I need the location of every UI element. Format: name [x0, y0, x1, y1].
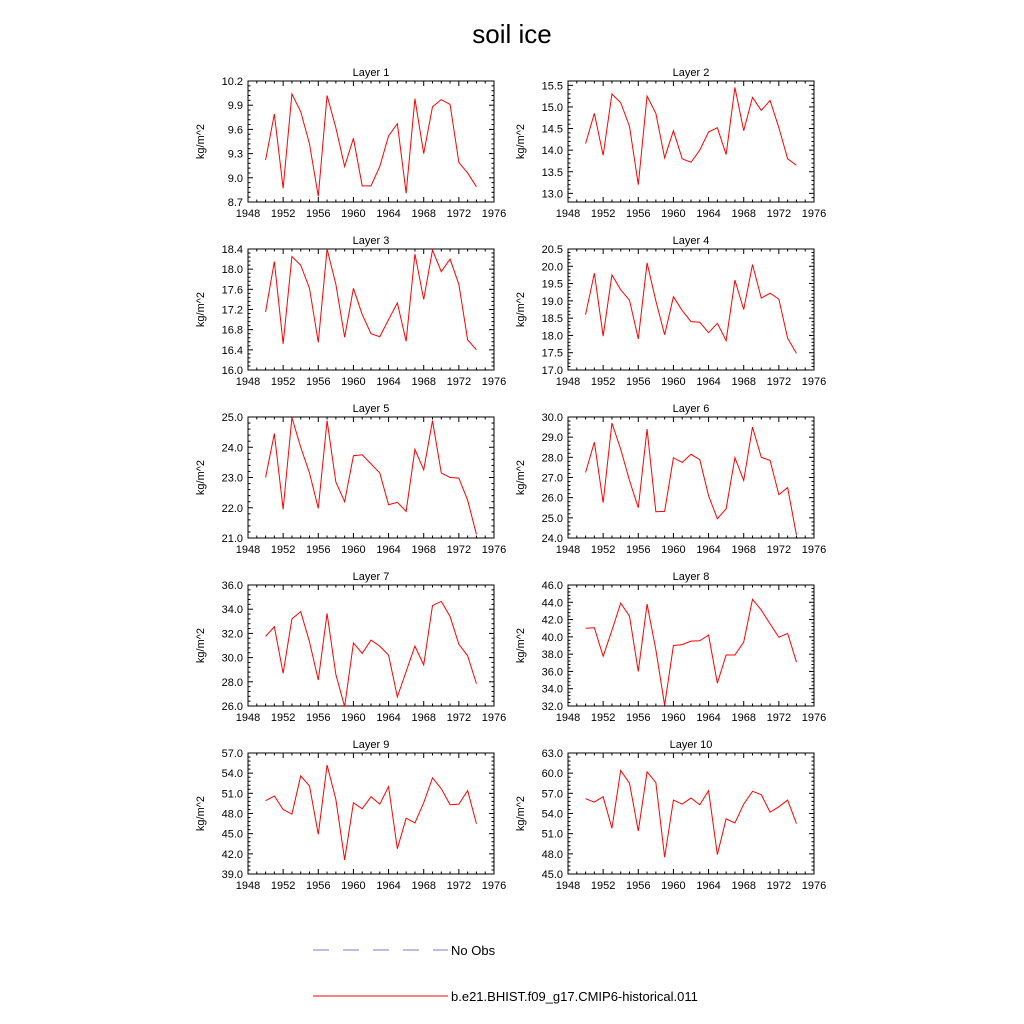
y-tick-label: 18.0: [221, 264, 243, 277]
x-tick-label: 1960: [661, 880, 686, 892]
x-tick-label: 1948: [235, 544, 261, 556]
plot-frame: [248, 753, 494, 874]
x-tick-label: 1952: [590, 544, 616, 556]
x-tick-label: 1952: [270, 880, 296, 892]
x-tick-label: 1948: [555, 544, 581, 556]
x-tick-label: 1972: [766, 544, 792, 556]
y-tick-label: 51.0: [541, 828, 563, 841]
x-tick-label: 1960: [661, 712, 686, 724]
x-tick-label: 1952: [270, 544, 296, 556]
y-tick-label: 17.5: [541, 347, 563, 360]
x-tick-label: 1964: [376, 208, 401, 220]
x-tick-label: 1956: [306, 880, 331, 892]
x-tick-label: 1956: [306, 208, 331, 220]
panel-3: [195, 235, 506, 388]
y-tick-label: 17.0: [541, 365, 563, 377]
x-tick-label: 1968: [731, 208, 756, 220]
x-tick-label: 1960: [341, 544, 366, 556]
y-tick-label: 60.0: [541, 768, 563, 781]
y-tick-label: 48.0: [221, 808, 243, 821]
x-tick-label: 1960: [661, 544, 686, 556]
y-tick-label: 18.0: [541, 330, 563, 343]
y-tick-label: 20.0: [541, 261, 563, 274]
y-tick-label: 42.0: [221, 848, 243, 861]
x-tick-label: 1952: [590, 376, 616, 388]
plot-frame: [248, 249, 494, 370]
y-tick-label: 9.0: [227, 172, 243, 185]
y-tick-label: 28.0: [221, 676, 243, 689]
y-tick-label: 25.0: [541, 512, 563, 525]
y-tick-label: 25.0: [221, 412, 243, 424]
series-line: [266, 601, 477, 706]
plot-frame: [568, 753, 814, 874]
x-tick-label: 1948: [235, 712, 261, 724]
y-tick-label: 17.6: [221, 284, 243, 297]
x-tick-label: 1964: [696, 208, 721, 220]
y-tick-label: 36.0: [541, 666, 563, 679]
y-tick-label: 54.0: [541, 808, 563, 821]
figure-title: soil ice: [472, 19, 552, 49]
x-tick-label: 1968: [411, 880, 436, 892]
y-tick-label: 19.5: [541, 278, 563, 291]
x-tick-label: 1956: [626, 208, 651, 220]
y-tick-label: 39.0: [221, 869, 243, 881]
x-tick-label: 1956: [306, 376, 331, 388]
x-tick-label: 1968: [411, 544, 436, 556]
y-tick-label: 44.0: [541, 597, 563, 610]
x-tick-label: 1964: [696, 712, 721, 724]
x-tick-label: 1976: [481, 376, 507, 388]
y-tick-label: 32.0: [541, 701, 563, 713]
panel-2: [515, 67, 826, 220]
panel-4: [515, 235, 826, 388]
x-tick-label: 1972: [766, 376, 792, 388]
y-tick-label: 18.5: [541, 313, 563, 326]
x-tick-label: 1952: [590, 880, 616, 892]
y-tick-label: 40.0: [541, 631, 563, 644]
x-tick-label: 1952: [270, 208, 296, 220]
panel-title: Layer 2: [672, 67, 710, 79]
x-tick-label: 1960: [341, 880, 366, 892]
plot-frame: [568, 249, 814, 370]
x-tick-label: 1952: [590, 712, 616, 724]
x-tick-label: 1972: [446, 880, 472, 892]
x-tick-label: 1960: [341, 712, 366, 724]
y-tick-label: 34.0: [221, 604, 243, 617]
x-tick-label: 1956: [306, 544, 331, 556]
series-line: [586, 770, 797, 857]
y-tick-label: 30.0: [541, 412, 563, 424]
legend: [313, 943, 698, 1004]
panel-title: Layer 7: [352, 571, 390, 583]
panel-1: [195, 67, 506, 220]
series-line: [586, 599, 797, 705]
panels: [195, 67, 826, 892]
y-axis-label: kg/m^2: [515, 123, 527, 160]
x-tick-label: 1952: [270, 376, 296, 388]
y-axis-label: kg/m^2: [195, 627, 207, 664]
y-axis-label: kg/m^2: [195, 795, 207, 832]
series-line: [586, 263, 797, 354]
y-tick-label: 51.0: [221, 788, 243, 801]
x-tick-label: 1968: [411, 208, 436, 220]
y-tick-label: 28.0: [541, 452, 563, 465]
x-tick-label: 1964: [376, 880, 401, 892]
x-tick-label: 1972: [766, 208, 792, 220]
y-axis-label: kg/m^2: [515, 627, 527, 664]
y-tick-label: 8.7: [227, 197, 243, 209]
panel-title: Layer 4: [672, 235, 710, 247]
series-line: [266, 94, 477, 196]
y-tick-label: 24.0: [221, 442, 243, 455]
x-tick-label: 1964: [696, 376, 721, 388]
y-tick-label: 22.0: [221, 502, 243, 515]
x-tick-label: 1968: [731, 712, 756, 724]
x-tick-label: 1972: [766, 880, 792, 892]
x-tick-label: 1976: [801, 544, 827, 556]
series-line: [266, 765, 477, 860]
y-tick-label: 23.0: [221, 472, 243, 485]
y-tick-label: 13.0: [541, 188, 563, 201]
y-tick-label: 9.6: [227, 124, 243, 137]
x-tick-label: 1976: [481, 544, 507, 556]
x-tick-label: 1956: [626, 544, 651, 556]
x-tick-label: 1964: [376, 376, 401, 388]
x-tick-label: 1972: [446, 376, 472, 388]
y-tick-label: 16.4: [221, 344, 243, 357]
x-tick-label: 1976: [801, 208, 827, 220]
series-line: [266, 418, 477, 535]
y-tick-label: 13.5: [541, 166, 563, 179]
y-tick-label: 15.5: [541, 80, 563, 93]
x-tick-label: 1968: [731, 880, 756, 892]
y-tick-label: 34.0: [541, 683, 563, 696]
y-tick-label: 24.0: [541, 533, 563, 545]
panel-title: Layer 9: [352, 739, 390, 751]
x-tick-label: 1976: [801, 712, 827, 724]
y-tick-label: 9.3: [227, 148, 243, 161]
y-axis-label: kg/m^2: [515, 795, 527, 832]
y-tick-label: 9.9: [227, 100, 243, 113]
panel-8: [515, 571, 826, 724]
y-tick-label: 20.5: [541, 244, 563, 256]
x-tick-label: 1948: [235, 880, 261, 892]
y-tick-label: 15.0: [541, 101, 563, 114]
plot-frame: [248, 81, 494, 202]
x-tick-label: 1968: [411, 712, 436, 724]
panel-5: [195, 403, 506, 556]
y-axis-label: kg/m^2: [195, 123, 207, 160]
y-tick-label: 10.2: [221, 76, 243, 88]
panel-9: [195, 739, 506, 892]
y-tick-label: 16.8: [221, 324, 243, 337]
x-tick-label: 1968: [731, 544, 756, 556]
panel-6: [515, 403, 826, 556]
x-tick-label: 1976: [481, 208, 507, 220]
y-tick-label: 29.0: [541, 432, 563, 445]
y-axis-label: kg/m^2: [195, 459, 207, 496]
panel-title: Layer 5: [352, 403, 390, 415]
y-axis-label: kg/m^2: [515, 459, 527, 496]
x-tick-label: 1960: [661, 208, 686, 220]
legend-label-model: b.e21.BHIST.f09_g17.CMIP6-historical.011: [451, 989, 698, 1004]
y-tick-label: 38.0: [541, 649, 563, 662]
series-line: [266, 249, 477, 350]
series-line: [586, 423, 797, 535]
x-tick-label: 1964: [696, 544, 721, 556]
y-tick-label: 27.0: [541, 472, 563, 485]
x-tick-label: 1956: [626, 880, 651, 892]
x-tick-label: 1956: [306, 712, 331, 724]
y-tick-label: 54.0: [221, 768, 243, 781]
panel-title: Layer 3: [352, 235, 390, 247]
y-tick-label: 57.0: [541, 788, 563, 801]
x-tick-label: 1956: [626, 376, 651, 388]
x-tick-label: 1948: [555, 880, 581, 892]
plot-frame: [568, 585, 814, 706]
y-axis-label: kg/m^2: [195, 291, 207, 328]
y-tick-label: 16.0: [221, 365, 243, 377]
x-tick-label: 1968: [731, 376, 756, 388]
x-tick-label: 1964: [696, 880, 721, 892]
x-tick-label: 1976: [481, 712, 507, 724]
x-tick-label: 1976: [801, 880, 827, 892]
x-tick-label: 1972: [446, 712, 472, 724]
y-tick-label: 36.0: [221, 580, 243, 592]
x-tick-label: 1948: [555, 376, 581, 388]
y-tick-label: 14.0: [541, 145, 563, 158]
x-tick-label: 1964: [376, 712, 401, 724]
panel-title: Layer 1: [352, 67, 390, 79]
panel-7: [195, 571, 506, 724]
x-tick-label: 1952: [590, 208, 616, 220]
y-tick-label: 42.0: [541, 614, 563, 627]
y-tick-label: 45.0: [221, 828, 243, 841]
y-tick-label: 48.0: [541, 848, 563, 861]
x-tick-label: 1948: [235, 376, 261, 388]
y-tick-label: 45.0: [541, 869, 563, 881]
plot-frame: [568, 417, 814, 538]
panel-title: Layer 8: [672, 571, 710, 583]
panel-title: Layer 6: [672, 403, 710, 415]
x-tick-label: 1964: [376, 544, 401, 556]
legend-label-no-obs: No Obs: [451, 943, 496, 958]
y-tick-label: 57.0: [221, 748, 243, 760]
x-tick-label: 1948: [235, 208, 261, 220]
x-tick-label: 1960: [661, 376, 686, 388]
x-tick-label: 1976: [481, 880, 507, 892]
x-tick-label: 1972: [446, 544, 472, 556]
y-tick-label: 30.0: [221, 652, 243, 665]
y-tick-label: 26.0: [541, 492, 563, 505]
x-tick-label: 1952: [270, 712, 296, 724]
x-tick-label: 1948: [555, 208, 581, 220]
y-tick-label: 32.0: [221, 628, 243, 641]
x-tick-label: 1948: [555, 712, 581, 724]
y-tick-label: 14.5: [541, 123, 563, 136]
series-line: [586, 87, 797, 184]
panel-title: Layer 10: [669, 739, 713, 751]
x-tick-label: 1976: [801, 376, 827, 388]
y-tick-label: 63.0: [541, 748, 563, 760]
x-tick-label: 1972: [446, 208, 472, 220]
x-tick-label: 1968: [411, 376, 436, 388]
x-tick-label: 1956: [626, 712, 651, 724]
y-tick-label: 17.2: [221, 304, 243, 317]
y-tick-label: 46.0: [541, 580, 563, 592]
y-tick-label: 21.0: [221, 533, 243, 545]
panel-10: [515, 739, 826, 892]
y-tick-label: 19.0: [541, 295, 563, 308]
x-tick-label: 1960: [341, 208, 366, 220]
y-axis-label: kg/m^2: [515, 291, 527, 328]
x-tick-label: 1960: [341, 376, 366, 388]
plot-frame: [248, 585, 494, 706]
y-tick-label: 26.0: [221, 701, 243, 713]
x-tick-label: 1972: [766, 712, 792, 724]
y-tick-label: 18.4: [221, 244, 243, 256]
